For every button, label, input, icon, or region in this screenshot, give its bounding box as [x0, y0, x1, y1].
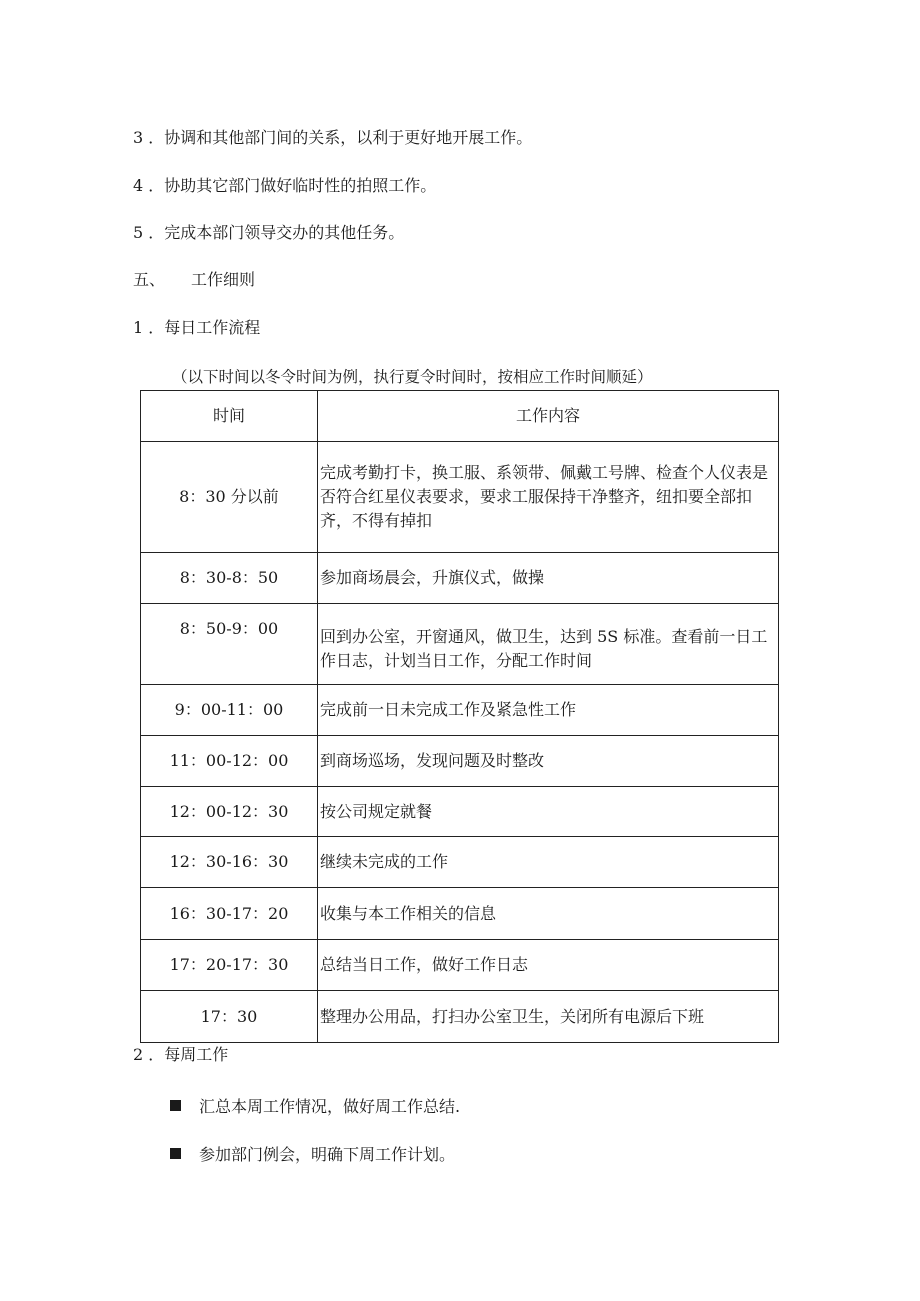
header-content: 工作内容 [318, 391, 779, 442]
table-row [141, 736, 779, 787]
row-content: 完成考勤打卡，换工服、系领带、佩戴工号牌、检查个人仪表是否符合红星仪表要求，要求工服保持干净整齐，纽扣要全部扣齐，不得有掉扣 [318, 442, 779, 553]
table-note: （以下时间以冬令时间为例，执行夏令时间时，按相应工作时间顺延） [172, 368, 653, 386]
weekly-item-text: 汇总本周工作情况，做好周工作总结. [199, 1097, 461, 1116]
row-time: 16：30-17：20 [141, 888, 318, 940]
table-row [141, 888, 779, 940]
row-time: 9：00-11：00 [141, 685, 318, 736]
row-time: 8：50-9：00 [141, 604, 318, 685]
section-heading [133, 268, 255, 292]
header-time: 时间 [141, 391, 318, 442]
table-row [141, 442, 779, 553]
row-time: 11：00-12：00 [141, 736, 318, 787]
row-time: 17：30 [141, 991, 318, 1043]
row-time: 8：30 分以前 [141, 442, 318, 553]
row-content: 到商场巡场，发现问题及时整改 [318, 736, 779, 787]
weekly-item [170, 1143, 455, 1167]
table-row [141, 837, 779, 888]
section-number: 五、 [133, 270, 166, 289]
row-content: 继续未完成的工作 [318, 837, 779, 888]
table-header-row [141, 391, 779, 442]
weekly-item-text: 参加部门例会，明确下周工作计划。 [199, 1145, 456, 1164]
row-content: 收集与本工作相关的信息 [318, 888, 779, 940]
row-content: 按公司规定就餐 [318, 787, 779, 837]
square-bullet-icon [170, 1148, 181, 1159]
table-row [141, 787, 779, 837]
weekly-heading: 2 ．每周工作 [133, 1045, 229, 1064]
table-row [141, 940, 779, 991]
table-row [141, 991, 779, 1043]
daily-schedule-table [140, 390, 779, 1043]
row-content: 整理办公用品，打扫办公室卫生，关闭所有电源后下班 [318, 991, 779, 1043]
row-content: 回到办公室，开窗通风，做卫生，达到 5S 标准。查看前一日工作日志，计划当日工作，分配工作时间 [318, 604, 779, 685]
row-content: 总结当日工作，做好工作日志 [318, 940, 779, 991]
row-time: 12：00-12：30 [141, 787, 318, 837]
row-time: 8：30-8：50 [141, 553, 318, 604]
row-content: 完成前一日未完成工作及紧急性工作 [318, 685, 779, 736]
duty-item-5: 5 ．完成本部门领导交办的其他任务。 [133, 223, 405, 242]
square-bullet-icon [170, 1100, 181, 1111]
section-title: 工作细则 [191, 270, 256, 289]
row-content: 参加商场晨会，升旗仪式，做操 [318, 553, 779, 604]
table-row [141, 685, 779, 736]
table-row [141, 604, 779, 685]
duty-item-3: 3 ．协调和其他部门间的关系，以利于更好地开展工作。 [133, 128, 533, 147]
row-time: 12：30-16：30 [141, 837, 318, 888]
weekly-item [170, 1095, 460, 1119]
table-row [141, 553, 779, 604]
row-time: 17：20-17：30 [141, 940, 318, 991]
duty-item-4: 4 ．协助其它部门做好临时性的拍照工作。 [133, 176, 437, 195]
daily-heading: 1 ．每日工作流程 [133, 318, 261, 337]
